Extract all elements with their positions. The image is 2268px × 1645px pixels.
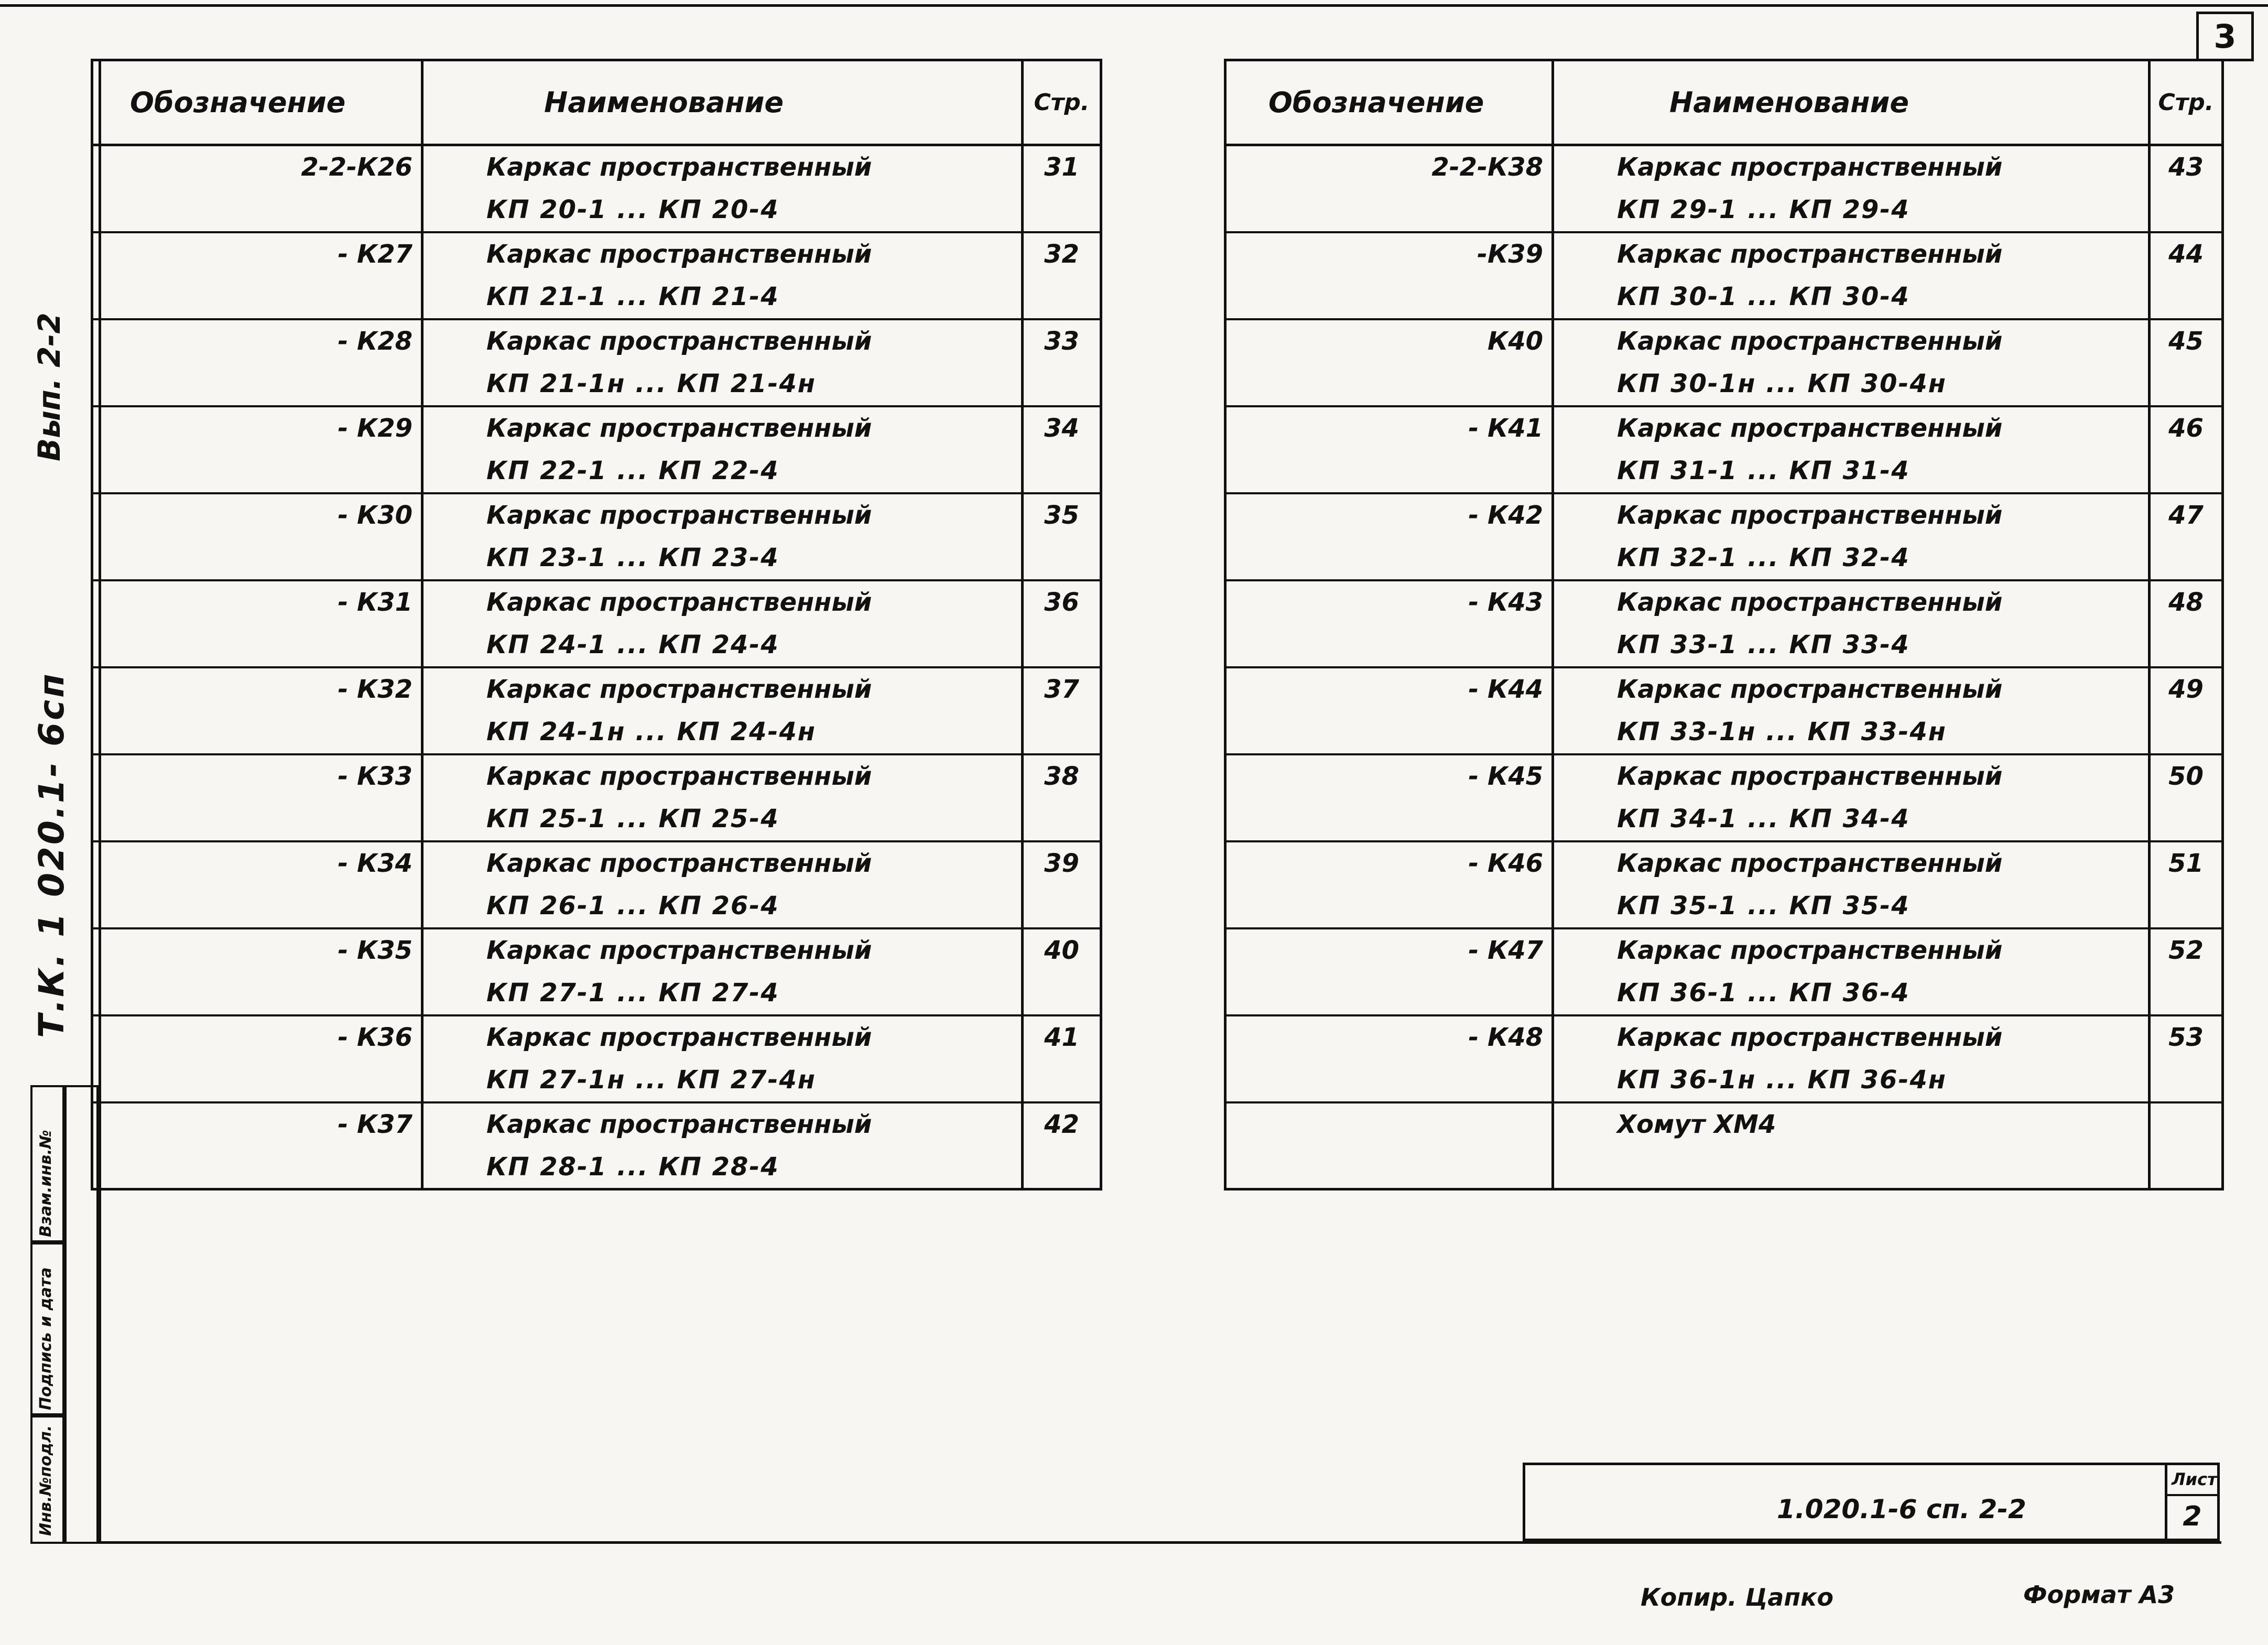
designation-cell: К40 xyxy=(1225,319,1553,363)
designation-cell-blank xyxy=(1225,1146,1553,1189)
page-cell: 37 xyxy=(1023,667,1101,711)
table-row-sub xyxy=(92,276,1101,319)
table-row xyxy=(1225,1102,2223,1146)
table-row xyxy=(1225,319,2223,363)
page-cell: 43 xyxy=(2150,145,2223,189)
page-cell-blank xyxy=(1023,450,1101,493)
header-page: Стр. xyxy=(1023,60,1101,145)
table-row-sub xyxy=(1225,885,2223,928)
name-cell: Каркас пространственный xyxy=(422,841,1023,885)
subname-cell: КП 31-1 ... КП 31-4 xyxy=(1553,450,2150,493)
designation-cell-blank xyxy=(92,624,422,667)
page-cell: 32 xyxy=(1023,232,1101,276)
designation-cell-blank xyxy=(92,798,422,841)
sheet-label: Лист xyxy=(2172,1469,2217,1489)
name-cell: Каркас пространственный xyxy=(1553,232,2150,276)
name-cell: Каркас пространственный xyxy=(422,493,1023,537)
name-cell: Каркас пространственный xyxy=(422,928,1023,972)
subname-cell: КП 24-1н ... КП 24-4н xyxy=(422,711,1023,754)
designation-cell-blank xyxy=(1225,798,1553,841)
name-cell: Каркас пространственный xyxy=(1553,580,2150,624)
page-cell: 40 xyxy=(1023,928,1101,972)
table-row xyxy=(92,232,1101,276)
page-cell-blank xyxy=(2150,1146,2223,1189)
table-row-sub xyxy=(1225,1059,2223,1102)
subname-cell: КП 28-1 ... КП 28-4 xyxy=(422,1146,1023,1189)
designation-cell-blank xyxy=(1225,624,1553,667)
name-cell: Каркас пространственный xyxy=(1553,493,2150,537)
page-cell-blank xyxy=(1023,711,1101,754)
designation-cell-blank xyxy=(92,276,422,319)
name-cell: Каркас пространственный xyxy=(422,667,1023,711)
table-header-row xyxy=(92,60,1101,145)
sheet-box xyxy=(2165,1463,2220,1541)
designation-cell: - К30 xyxy=(92,493,422,537)
designation-cell: - К31 xyxy=(92,580,422,624)
table-row-sub xyxy=(1225,1146,2223,1189)
designation-cell-blank xyxy=(1225,189,1553,232)
format-note: Формат А3 xyxy=(2023,1581,2175,1609)
subname-cell: КП 36-1 ... КП 36-4 xyxy=(1553,972,2150,1015)
table-row-sub xyxy=(92,1059,1101,1102)
designation-cell: - К35 xyxy=(92,928,422,972)
page-cell-blank xyxy=(2150,189,2223,232)
title-block xyxy=(1523,1463,2220,1541)
table-row xyxy=(92,580,1101,624)
header-name: Наименование xyxy=(1553,60,2150,145)
subname-cell: КП 23-1 ... КП 23-4 xyxy=(422,537,1023,580)
designation-cell: - К43 xyxy=(1225,580,1553,624)
table-row-sub xyxy=(92,450,1101,493)
page-cell: 47 xyxy=(2150,493,2223,537)
designation-cell: - К33 xyxy=(92,754,422,798)
page-cell-blank xyxy=(2150,711,2223,754)
page-cell: 51 xyxy=(2150,841,2223,885)
table-row xyxy=(1225,667,2223,711)
table-row-sub xyxy=(1225,711,2223,754)
page-cell-blank xyxy=(2150,363,2223,406)
designation-cell-blank xyxy=(1225,450,1553,493)
subname-cell: КП 33-1н ... КП 33-4н xyxy=(1553,711,2150,754)
designation-cell-blank xyxy=(92,363,422,406)
header-page: Стр. xyxy=(2150,60,2223,145)
header-name: Наименование xyxy=(422,60,1023,145)
designation-cell: - К36 xyxy=(92,1015,422,1059)
subname-cell: КП 30-1 ... КП 30-4 xyxy=(1553,276,2150,319)
page-cell: 48 xyxy=(2150,580,2223,624)
page-cell-blank xyxy=(1023,537,1101,580)
subname-cell: КП 27-1н ... КП 27-4н xyxy=(422,1059,1023,1102)
page-cell-blank xyxy=(1023,363,1101,406)
table-row xyxy=(92,319,1101,363)
designation-cell-blank xyxy=(92,1146,422,1189)
designation-cell: - К29 xyxy=(92,406,422,450)
page-cell-blank xyxy=(2150,885,2223,928)
page-cell: 46 xyxy=(2150,406,2223,450)
designation-cell-blank xyxy=(92,450,422,493)
stamp-label-inventory: Инв.№подл. xyxy=(37,1425,55,1536)
subname-cell: КП 25-1 ... КП 25-4 xyxy=(422,798,1023,841)
page-cell: 35 xyxy=(1023,493,1101,537)
designation-cell: - К41 xyxy=(1225,406,1553,450)
page-cell-blank xyxy=(1023,885,1101,928)
subname-cell xyxy=(1553,1146,2150,1189)
table-row xyxy=(92,754,1101,798)
page-cell-blank xyxy=(1023,1059,1101,1102)
page-cell-blank xyxy=(1023,276,1101,319)
page-cell: 42 xyxy=(1023,1102,1101,1146)
name-cell: Хомут ХМ4 xyxy=(1553,1102,2150,1146)
name-cell: Каркас пространственный xyxy=(422,319,1023,363)
name-cell: Каркас пространственный xyxy=(1553,1015,2150,1059)
designation-cell: - К27 xyxy=(92,232,422,276)
right-spec-table xyxy=(1224,59,2224,1191)
subname-cell: КП 36-1н ... КП 36-4н xyxy=(1553,1059,2150,1102)
table-row xyxy=(92,406,1101,450)
table-row xyxy=(92,1015,1101,1059)
issue-label: Вып. 2-2 xyxy=(31,312,67,461)
table-row-sub xyxy=(92,189,1101,232)
table-row-sub xyxy=(1225,798,2223,841)
page-cell: 53 xyxy=(2150,1015,2223,1059)
table-row xyxy=(1225,406,2223,450)
copier-note: Копир. Цапко xyxy=(1641,1583,1833,1611)
margin-stamp xyxy=(30,1085,99,1544)
name-cell: Каркас пространственный xyxy=(422,1102,1023,1146)
document-code: 1.020.1-6 сп. 2-2 xyxy=(1777,1494,2026,1524)
page-cell: 44 xyxy=(2150,232,2223,276)
designation-cell: - К32 xyxy=(92,667,422,711)
name-cell: Каркас пространственный xyxy=(1553,841,2150,885)
table-row-sub xyxy=(92,537,1101,580)
page-cell: 36 xyxy=(1023,580,1101,624)
subname-cell: КП 20-1 ... КП 20-4 xyxy=(422,189,1023,232)
page-cell: 41 xyxy=(1023,1015,1101,1059)
table-row-sub xyxy=(92,1146,1101,1189)
name-cell: Каркас пространственный xyxy=(1553,928,2150,972)
page-cell: 45 xyxy=(2150,319,2223,363)
table-row xyxy=(1225,754,2223,798)
table-row-sub xyxy=(1225,450,2223,493)
name-cell: Каркас пространственный xyxy=(422,406,1023,450)
corner-page-number: 3 xyxy=(2196,12,2254,61)
designation-cell-blank xyxy=(1225,537,1553,580)
page-cell: 31 xyxy=(1023,145,1101,189)
table-row-sub xyxy=(1225,189,2223,232)
subname-cell: КП 26-1 ... КП 26-4 xyxy=(422,885,1023,928)
designation-cell-blank xyxy=(1225,276,1553,319)
top-border-line xyxy=(0,4,2268,7)
name-cell: Каркас пространственный xyxy=(1553,667,2150,711)
stamp-label-replacement: Взам.инв.№ xyxy=(37,1130,55,1237)
designation-cell: 2-2-К38 xyxy=(1225,145,1553,189)
page-cell-blank xyxy=(2150,450,2223,493)
page-cell: 49 xyxy=(2150,667,2223,711)
designation-cell: - К28 xyxy=(92,319,422,363)
name-cell: Каркас пространственный xyxy=(422,145,1023,189)
table-row-sub xyxy=(1225,624,2223,667)
page-cell-blank xyxy=(2150,537,2223,580)
designation-cell: - К44 xyxy=(1225,667,1553,711)
page-cell-blank xyxy=(1023,1146,1101,1189)
page-cell-blank xyxy=(2150,276,2223,319)
designation-cell-blank xyxy=(1225,885,1553,928)
subname-cell: КП 24-1 ... КП 24-4 xyxy=(422,624,1023,667)
designation-cell-blank xyxy=(92,1059,422,1102)
page-cell-blank xyxy=(2150,972,2223,1015)
table-row xyxy=(1225,841,2223,885)
designation-cell: -К39 xyxy=(1225,232,1553,276)
designation-cell-blank xyxy=(92,711,422,754)
table-row xyxy=(92,493,1101,537)
subname-cell: КП 30-1н ... КП 30-4н xyxy=(1553,363,2150,406)
designation-cell: - К47 xyxy=(1225,928,1553,972)
page-cell xyxy=(2150,1102,2223,1146)
designation-cell-blank xyxy=(1225,363,1553,406)
table-row-sub xyxy=(92,885,1101,928)
header-designation: Обозначение xyxy=(1225,60,1553,145)
designation-cell xyxy=(1225,1102,1553,1146)
page-cell: 33 xyxy=(1023,319,1101,363)
title-block-main xyxy=(1523,1463,2165,1541)
designation-cell: - К37 xyxy=(92,1102,422,1146)
table-row-sub xyxy=(92,363,1101,406)
page-cell-blank xyxy=(2150,798,2223,841)
subname-cell: КП 22-1 ... КП 22-4 xyxy=(422,450,1023,493)
name-cell: Каркас пространственный xyxy=(422,580,1023,624)
page-cell-blank xyxy=(1023,624,1101,667)
table-row-sub xyxy=(1225,363,2223,406)
sheet-number: 2 xyxy=(2183,1501,2202,1532)
table-row-sub xyxy=(92,972,1101,1015)
designation-cell-blank xyxy=(1225,972,1553,1015)
table-row-sub xyxy=(1225,276,2223,319)
name-cell: Каркас пространственный xyxy=(422,754,1023,798)
designation-cell-blank xyxy=(92,189,422,232)
designation-cell-blank xyxy=(1225,711,1553,754)
designation-cell: - К34 xyxy=(92,841,422,885)
table-row xyxy=(1225,580,2223,624)
table-row xyxy=(92,667,1101,711)
table-row xyxy=(1225,928,2223,972)
subname-cell: КП 27-1 ... КП 27-4 xyxy=(422,972,1023,1015)
designation-cell-blank xyxy=(92,972,422,1015)
page-cell: 38 xyxy=(1023,754,1101,798)
table-row xyxy=(1225,1015,2223,1059)
header-designation: Обозначение xyxy=(92,60,422,145)
designation-cell-blank xyxy=(92,885,422,928)
subname-cell: КП 35-1 ... КП 35-4 xyxy=(1553,885,2150,928)
page-cell-blank xyxy=(2150,624,2223,667)
designation-cell: - К42 xyxy=(1225,493,1553,537)
page-cell: 52 xyxy=(2150,928,2223,972)
table-row-sub xyxy=(1225,972,2223,1015)
table-row-sub xyxy=(1225,537,2223,580)
table-row-sub xyxy=(92,711,1101,754)
subname-cell: КП 21-1н ... КП 21-4н xyxy=(422,363,1023,406)
page-cell: 50 xyxy=(2150,754,2223,798)
left-spec-table xyxy=(91,59,1102,1191)
table-row xyxy=(92,1102,1101,1146)
designation-cell-blank xyxy=(92,537,422,580)
table-row xyxy=(92,841,1101,885)
subname-cell: КП 21-1 ... КП 21-4 xyxy=(422,276,1023,319)
table-row xyxy=(1225,145,2223,189)
table-header-row xyxy=(1225,60,2223,145)
subname-cell: КП 33-1 ... КП 33-4 xyxy=(1553,624,2150,667)
subname-cell: КП 34-1 ... КП 34-4 xyxy=(1553,798,2150,841)
page-cell-blank xyxy=(1023,972,1101,1015)
designation-cell-blank xyxy=(1225,1059,1553,1102)
designation-cell: - К46 xyxy=(1225,841,1553,885)
table-row-sub xyxy=(92,624,1101,667)
subname-cell: КП 29-1 ... КП 29-4 xyxy=(1553,189,2150,232)
series-label: Т.К. 1 020.1- 6сп xyxy=(31,672,72,1038)
page-cell: 39 xyxy=(1023,841,1101,885)
name-cell: Каркас пространственный xyxy=(1553,319,2150,363)
designation-cell: - К48 xyxy=(1225,1015,1553,1059)
name-cell: Каркас пространственный xyxy=(1553,145,2150,189)
page-cell-blank xyxy=(2150,1059,2223,1102)
stamp-label-signature: Подпись и дата xyxy=(37,1267,55,1410)
page-cell-blank xyxy=(1023,798,1101,841)
table-row xyxy=(92,145,1101,189)
name-cell: Каркас пространственный xyxy=(422,232,1023,276)
table-row xyxy=(1225,232,2223,276)
table-row xyxy=(1225,493,2223,537)
designation-cell: 2-2-К26 xyxy=(92,145,422,189)
subname-cell: КП 32-1 ... КП 32-4 xyxy=(1553,537,2150,580)
page-cell-blank xyxy=(1023,189,1101,232)
table-row xyxy=(92,928,1101,972)
name-cell: Каркас пространственный xyxy=(1553,754,2150,798)
name-cell: Каркас пространственный xyxy=(1553,406,2150,450)
name-cell: Каркас пространственный xyxy=(422,1015,1023,1059)
page-cell: 34 xyxy=(1023,406,1101,450)
designation-cell: - К45 xyxy=(1225,754,1553,798)
table-row-sub xyxy=(92,798,1101,841)
